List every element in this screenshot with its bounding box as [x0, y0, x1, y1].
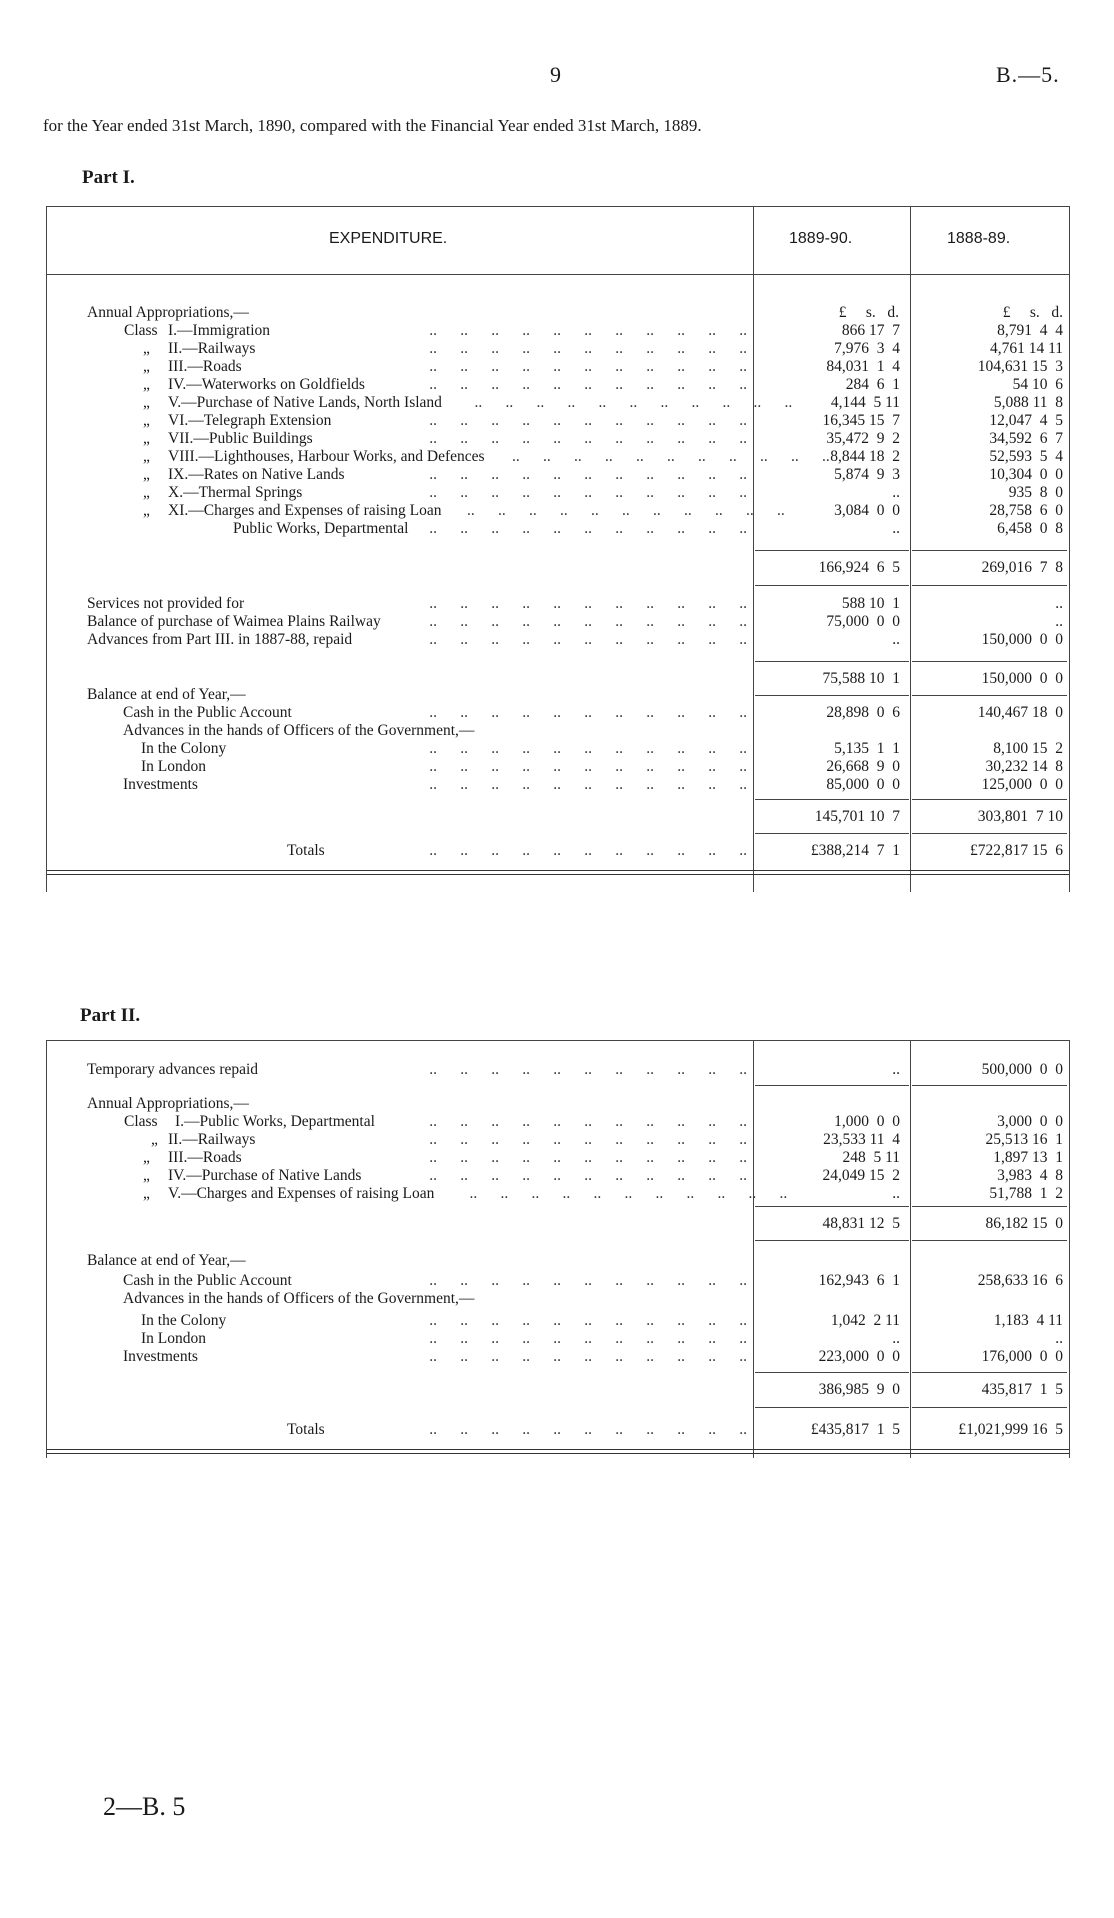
balance-heading [47, 686, 1069, 704]
table-bottom-double-rule [47, 870, 1069, 875]
totals-row [47, 842, 1069, 860]
leader-dots: .. .. .. .. .. .. .. .. .. .. .. [429, 322, 747, 339]
other-item-row [47, 631, 1069, 649]
class-row [47, 484, 1069, 502]
amount-1888-89: 125,000 0 0 [981, 776, 1063, 793]
amount-1889-90: 35,472 9 2 [826, 430, 900, 447]
amount-1889-90: 84,031 1 4 [826, 358, 900, 375]
row-prefix: „ [143, 340, 150, 357]
subtotal-rule [755, 1240, 909, 1241]
amount-1888-89: .. [1055, 1330, 1063, 1347]
part-1-label: Part I. [82, 167, 135, 188]
subtotal-row [47, 1381, 1069, 1399]
amount-1888-89: 303,801 7 10 [977, 808, 1063, 825]
amount-1889-90: .. [892, 631, 900, 648]
class-row [47, 412, 1069, 430]
amount-1889-90: 8,844 18 2 [830, 448, 900, 465]
table-bottom-double-rule [47, 1449, 1069, 1454]
subtotal-rule [755, 585, 909, 586]
subtotal-rule [755, 1372, 909, 1373]
leader-dots: .. .. .. .. .. .. .. .. .. .. .. [429, 740, 747, 757]
leader-dots: .. .. .. .. .. .. .. .. .. .. .. [512, 448, 830, 465]
row-label: VIII.—Lighthouses, Harbour Works, and Defences [168, 448, 485, 465]
amount-1889-90: 1,000 0 0 [834, 1113, 900, 1130]
amount-1889-90: 166,924 6 5 [818, 559, 900, 576]
other-item-row [47, 613, 1069, 631]
row-label: Cash in the Public Account [123, 1272, 292, 1289]
page-number: 9 [550, 62, 561, 87]
amount-1889-90: £388,214 7 1 [810, 842, 900, 859]
class-row [47, 1149, 1069, 1167]
amount-1889-90: 223,000 0 0 [818, 1348, 900, 1365]
class-row [47, 322, 1069, 340]
row-label: In London [141, 758, 207, 775]
leader-dots: .. .. .. .. .. .. .. .. .. .. .. [467, 502, 785, 519]
amount-1889-90: 3,084 0 0 [834, 502, 900, 519]
amount-1889-90: 75,588 10 1 [822, 670, 900, 687]
class-row [47, 1113, 1069, 1131]
amount-1888-89: 6,458 0 8 [997, 520, 1063, 537]
row-label: Balance at end of Year,— [87, 686, 246, 703]
row-label: III.—Roads [168, 1149, 242, 1166]
subtotal-rule [912, 1085, 1067, 1086]
amount-1888-89: 52,593 5 4 [989, 448, 1063, 465]
subtotal-row [47, 1215, 1069, 1233]
class-row [47, 1167, 1069, 1185]
subtotal-rule [755, 1206, 909, 1207]
amount-1888-89: 3,983 4 8 [997, 1167, 1063, 1184]
leader-dots: .. .. .. .. .. .. .. .. .. .. .. [429, 595, 747, 612]
london-row [47, 1330, 1069, 1348]
row-prefix: „ [143, 358, 150, 375]
row-label: In London [141, 1330, 207, 1347]
amount-1889-90: 284 6 1 [845, 376, 900, 393]
row-label: Balance at end of Year,— [87, 1252, 246, 1269]
amount-1888-89: 12,047 4 5 [989, 412, 1063, 429]
row-label: III.—Roads [168, 358, 242, 375]
leader-dots: .. .. .. .. .. .. .. .. .. .. .. [429, 1312, 747, 1329]
class-row [47, 376, 1069, 394]
leader-dots: .. .. .. .. .. .. .. .. .. .. .. [429, 1421, 747, 1438]
leader-dots: .. .. .. .. .. .. .. .. .. .. .. [429, 1330, 747, 1347]
amount-1889-90: .. [892, 1330, 900, 1347]
row-label: Services not provided for [87, 595, 245, 612]
amount-1888-89: 8,791 4 4 [997, 322, 1063, 339]
row-label: In the Colony [141, 740, 227, 757]
row-prefix: „ [143, 412, 150, 429]
row-label: II.—Railways [168, 340, 256, 357]
amount-1888-89: 5,088 11 8 [993, 394, 1063, 411]
class-row [47, 358, 1069, 376]
row-label: Annual Appropriations,— [87, 304, 249, 321]
amount-1888-89: 500,000 0 0 [981, 1061, 1063, 1078]
row-label: V.—Charges and Expenses of raising Loan [168, 1185, 435, 1202]
row-prefix: Class [124, 322, 158, 339]
row-prefix: „ [143, 502, 150, 519]
leader-dots: .. .. .. .. .. .. .. .. .. .. .. [469, 1185, 788, 1202]
amount-1889-90: 866 17 7 [841, 322, 900, 339]
class-row [47, 520, 1069, 538]
row-label: Temporary advances repaid [87, 1061, 259, 1078]
amount-1888-89: .. [1055, 595, 1063, 612]
subtotal-rule [912, 661, 1067, 662]
amount-1888-89: 435,817 1 5 [981, 1381, 1063, 1398]
advances-heading [47, 1290, 1069, 1308]
part-2-table [46, 1040, 1070, 1458]
colony-row [47, 1312, 1069, 1330]
leader-dots: .. .. .. .. .. .. .. .. .. .. .. [429, 430, 747, 447]
part-2-label: Part II. [80, 1005, 141, 1026]
class-row [47, 430, 1069, 448]
leader-dots: .. .. .. .. .. .. .. .. .. .. .. [429, 758, 747, 775]
row-prefix: „ [143, 448, 150, 465]
subtotal-rule [912, 1206, 1067, 1207]
amount-1889-90: .. [892, 484, 900, 501]
amount-1888-89: 3,000 0 0 [997, 1113, 1063, 1130]
row-label: IX.—Rates on Native Lands [168, 466, 345, 483]
cash-row [47, 704, 1069, 722]
row-label: Balance of purchase of Waimea Plains Railway [87, 613, 381, 630]
amount-1888-89: 10,304 0 0 [989, 466, 1063, 483]
balance-heading [47, 1252, 1069, 1270]
subtotal-rule [755, 833, 909, 834]
row-prefix: „ [143, 484, 150, 501]
leader-dots: .. .. .. .. .. .. .. .. .. .. .. [429, 340, 747, 357]
row-label: XI.—Charges and Expenses of raising Loan [168, 502, 442, 519]
row-prefix: „ [143, 394, 150, 411]
amount-1889-90: 588 10 1 [841, 595, 900, 612]
amount-1889-90: .. [892, 520, 900, 537]
amount-1888-89: 51,788 1 2 [989, 1185, 1063, 1202]
subtotal-rule [912, 833, 1067, 834]
annual-appropriations-heading [47, 304, 1069, 322]
leader-dots: .. .. .. .. .. .. .. .. .. .. .. [429, 631, 747, 648]
leader-dots: .. .. .. .. .. .. .. .. .. .. .. [429, 358, 747, 375]
amount-1889-90: 162,943 6 1 [818, 1272, 900, 1289]
leader-dots: .. .. .. .. .. .. .. .. .. .. .. [429, 704, 747, 721]
class-row [47, 394, 1069, 412]
amount-1889-90: 5,874 9 3 [834, 466, 900, 483]
amount-1888-89: 34,592 6 7 [989, 430, 1063, 447]
amount-1889-90: 26,668 9 0 [826, 758, 900, 775]
amount-1888-89: 176,000 0 0 [981, 1348, 1063, 1365]
amount-1888-89: 258,633 16 6 [977, 1272, 1063, 1289]
row-label: I.—Immigration [168, 322, 271, 339]
london-row [47, 758, 1069, 776]
row-label: Investments [123, 1348, 198, 1365]
row-prefix: „ [143, 376, 150, 393]
amount-1888-89: 150,000 0 0 [981, 670, 1063, 687]
row-prefix: „ [143, 430, 150, 447]
subtotal-row [47, 808, 1069, 826]
row-label: VI.—Telegraph Extension [168, 412, 332, 429]
row-prefix: Class [124, 1113, 158, 1130]
row-label: I.—Public Works, Departmental [175, 1113, 375, 1130]
row-prefix: „ [143, 466, 150, 483]
amount-1889-90: 28,898 0 6 [826, 704, 900, 721]
amount-1889-90: 23,533 11 4 [823, 1131, 900, 1148]
row-label: IV.—Purchase of Native Lands [168, 1167, 362, 1184]
amount-1889-90: 16,345 15 7 [822, 412, 900, 429]
subtotal-rule [755, 1085, 909, 1086]
totals-row [47, 1421, 1069, 1439]
investments-row [47, 776, 1069, 794]
row-label: II.—Railways [168, 1131, 256, 1148]
row-label: VII.—Public Buildings [168, 430, 313, 447]
amount-1888-89: 150,000 0 0 [981, 631, 1063, 648]
amount-1888-89: .. [1055, 613, 1063, 630]
amount-1889-90: 145,701 10 7 [814, 808, 900, 825]
row-label: Advances from Part III. in 1887-88, repaid [87, 631, 353, 648]
amount-1889-90: 386,985 9 0 [818, 1381, 900, 1398]
amount-1889-90: £ s. d. [838, 304, 899, 321]
row-label: V.—Purchase of Native Lands, North Island [168, 394, 442, 411]
amount-1888-89: 1,183 4 11 [993, 1312, 1063, 1329]
class-row [47, 448, 1069, 466]
annual-appropriations-heading [47, 1095, 1069, 1113]
leader-dots: .. .. .. .. .. .. .. .. .. .. .. [429, 1167, 747, 1184]
amount-1889-90: .. [892, 1061, 900, 1078]
amount-1889-90: 48,831 12 5 [822, 1215, 900, 1232]
other-item-row [47, 595, 1069, 613]
document-code: B.—5. [996, 62, 1060, 87]
amount-1888-89: 140,467 18 0 [977, 704, 1063, 721]
subtotal-rule [912, 1240, 1067, 1241]
amount-1888-89: 1,897 13 1 [993, 1149, 1063, 1166]
subtotal-rule [755, 1407, 909, 1408]
leader-dots: .. .. .. .. .. .. .. .. .. .. .. [429, 842, 747, 859]
colony-row [47, 740, 1069, 758]
amount-1889-90: 24,049 15 2 [822, 1167, 900, 1184]
amount-1888-89: 4,761 14 11 [989, 340, 1063, 357]
amount-1889-90: 85,000 0 0 [826, 776, 900, 793]
amount-1889-90: .. [892, 1185, 900, 1202]
amount-1888-89: 269,016 7 8 [981, 559, 1063, 576]
row-prefix: „ [143, 1185, 150, 1202]
leader-dots: .. .. .. .. .. .. .. .. .. .. .. [429, 1272, 747, 1289]
row-label: IV.—Waterworks on Goldfields [168, 376, 365, 393]
amount-1889-90: 248 5 11 [842, 1149, 900, 1166]
row-label: X.—Thermal Springs [168, 484, 303, 501]
leader-dots: .. .. .. .. .. .. .. .. .. .. .. [474, 394, 793, 411]
cash-row [47, 1272, 1069, 1290]
leader-dots: .. .. .. .. .. .. .. .. .. .. .. [429, 613, 747, 630]
leader-dots: .. .. .. .. .. .. .. .. .. .. .. [429, 1149, 747, 1166]
class-row [47, 1131, 1069, 1149]
row-label: Totals [287, 842, 325, 859]
amount-1889-90: 75,000 0 0 [826, 613, 900, 630]
amount-1889-90: 5,135 1 1 [834, 740, 900, 757]
temporary-advances-row [47, 1061, 1069, 1079]
amount-1889-90: 7,976 3 4 [834, 340, 900, 357]
expenditure-heading: EXPENDITURE. [329, 230, 448, 247]
amount-1889-90: £435,817 1 5 [810, 1421, 900, 1438]
row-prefix: „ [143, 1167, 150, 1184]
row-label: Cash in the Public Account [123, 704, 292, 721]
row-label: Public Works, Departmental [233, 520, 409, 537]
row-label: In the Colony [141, 1312, 227, 1329]
amount-1888-89: £ s. d. [1002, 304, 1063, 321]
leader-dots: .. .. .. .. .. .. .. .. .. .. .. [429, 1113, 747, 1130]
subtotal-rule [912, 1372, 1067, 1373]
class-row [47, 340, 1069, 358]
row-label: Advances in the hands of Officers of the Government,— [123, 1290, 475, 1307]
column-heading-1889-90: 1889-90. [789, 230, 853, 247]
row-prefix: „ [151, 1131, 158, 1148]
class-row [47, 502, 1069, 520]
amount-1889-90: 4,144 5 11 [830, 394, 900, 411]
subtotal-row [47, 559, 1069, 577]
amount-1888-89: 28,758 6 0 [989, 502, 1063, 519]
leader-dots: .. .. .. .. .. .. .. .. .. .. .. [429, 1131, 747, 1148]
row-label: Advances in the hands of Officers of the Government,— [123, 722, 475, 739]
subtotal-rule [755, 799, 909, 800]
amount-1888-89: 8,100 15 2 [993, 740, 1063, 757]
amount-1888-89: 30,232 14 8 [985, 758, 1063, 775]
leader-dots: .. .. .. .. .. .. .. .. .. .. .. [429, 1348, 747, 1365]
page-subtitle: for the Year ended 31st March, 1890, compared with the Financial Year ended 31st March, 1889. [43, 116, 702, 135]
leader-dots: .. .. .. .. .. .. .. .. .. .. .. [429, 376, 747, 393]
subtotal-rule [912, 1407, 1067, 1408]
row-label: Annual Appropriations,— [87, 1095, 249, 1112]
subtotal-rule [755, 661, 909, 662]
leader-dots: .. .. .. .. .. .. .. .. .. .. .. [429, 520, 747, 537]
amount-1889-90: 1,042 2 11 [830, 1312, 900, 1329]
part-1-table [46, 206, 1070, 892]
advances-heading [47, 722, 1069, 740]
amount-1888-89: 104,631 15 3 [977, 358, 1063, 375]
leader-dots: .. .. .. .. .. .. .. .. .. .. .. [429, 776, 747, 793]
column-heading-1888-89: 1888-89. [947, 230, 1011, 247]
amount-1888-89: 86,182 15 0 [985, 1215, 1063, 1232]
row-prefix: „ [143, 1149, 150, 1166]
subtotal-rule [912, 550, 1067, 551]
subtotal-rule [912, 799, 1067, 800]
leader-dots: .. .. .. .. .. .. .. .. .. .. .. [429, 1061, 747, 1078]
leader-dots: .. .. .. .. .. .. .. .. .. .. .. [429, 466, 747, 483]
row-label: Totals [287, 1421, 325, 1438]
amount-1888-89: 54 10 6 [1012, 376, 1063, 393]
leader-dots: .. .. .. .. .. .. .. .. .. .. .. [429, 412, 747, 429]
class-row [47, 466, 1069, 484]
subtotal-rule [912, 585, 1067, 586]
subtotal-rule [755, 550, 909, 551]
amount-1888-89: 25,513 16 1 [985, 1131, 1063, 1148]
row-label: Investments [123, 776, 198, 793]
amount-1888-89: £722,817 15 6 [970, 842, 1063, 859]
page-footer-signature: 2—B. 5 [103, 1792, 186, 1821]
class-row [47, 1185, 1069, 1203]
leader-dots: .. .. .. .. .. .. .. .. .. .. .. [429, 484, 747, 501]
investments-row [47, 1348, 1069, 1366]
amount-1888-89: £1,021,999 16 5 [958, 1421, 1063, 1438]
amount-1888-89: 935 8 0 [1008, 484, 1063, 501]
